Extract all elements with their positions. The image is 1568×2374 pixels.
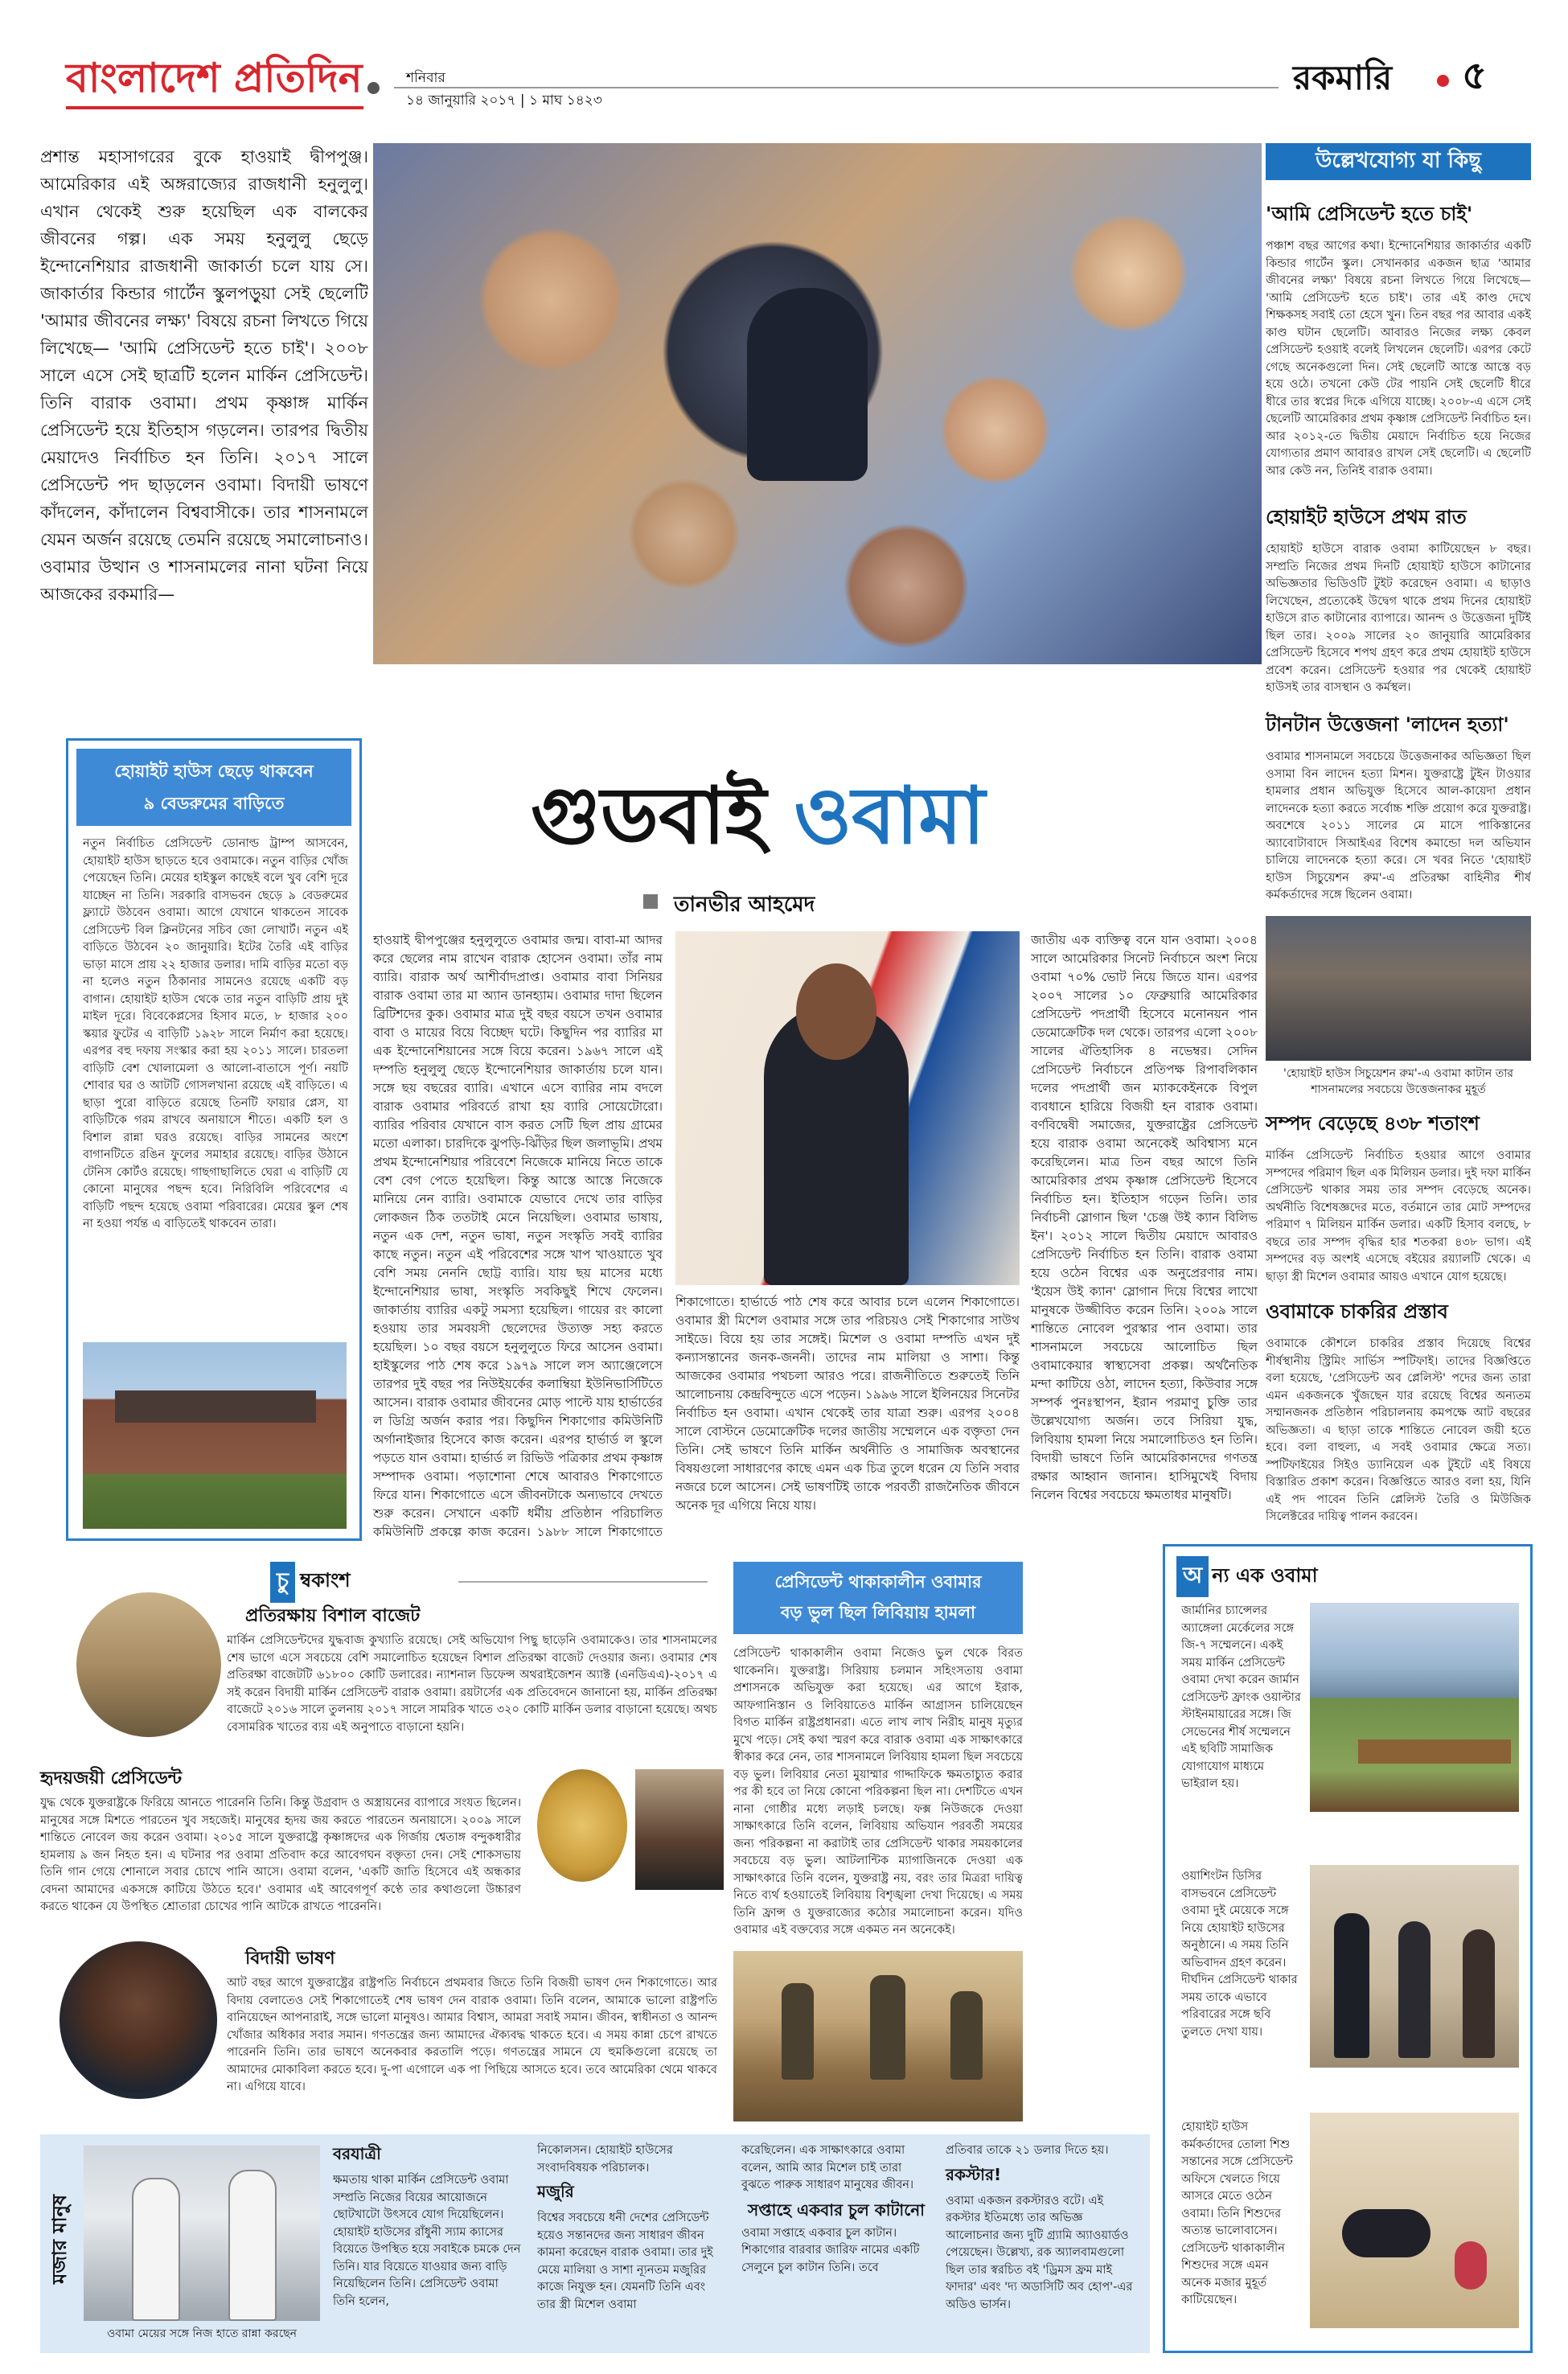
mojar-col1-body: ক্ষমতায় থাকা মার্কিন প্রেসিডেন্ট ওবামা সম্প্রতি নিজের বিয়ের আয়োজনে ছোটখাটো উৎসবে যোগ দিয়েছিলেন। হোয়াইট হাউসের রাঁধুনী স্যাম ক্যাসের বিয়েতে উপস্থিত হয়ে সবাইকে চমকে দেন তিনি। যার বিয়েতে যাওয়ার জন্য বাড়ি নিয়েছিলেন তিনি। প্রেসিডেন্ট ওবামা তিনি হলেন, <box>333 2174 521 2308</box>
masthead <box>0 0 1568 121</box>
mojar-col4b-body: ওবামা একজন রকস্টারও বটে। এই রকস্টার ইতিমধ্যে তার অভিজ্ঞ আলোচনার জন্য দুটি গ্র্যামি অ্যাওয়ার্ডও পেয়েছেন। উল্লেখ্য, রক অ্যালবামগুলো ছিল তার স্বরচিত বই 'ড্রিমস ফ্রম মাই ফাদার' এবং 'দ্য অডাসিটি অব হোপ'-এর অডিও ভার্সন। <box>946 2194 1133 2311</box>
chef-figure-icon <box>132 2178 180 2321</box>
onno-p3: হোয়াইট হাউস কর্মকর্তাদের তোলা শিশু সন্তানের সঙ্গে প্রেসিডেন্ট অফিসে খেলতে গিয়ে আসরে মেতে ওঠেন ওবামা। তিনি শিশুদের অত্যন্ত ভালোবাসেন। প্রেসিডেন্ট থাকাকালীন শিশুদের সঙ্গে এমন অনেক মজার মুহূর্ত কাটিয়েছেন। <box>1181 2121 1293 2306</box>
mojar-col4-head: রকস্টার! <box>946 2164 1002 2184</box>
mojar-col3-head: সপ্তাহে একবার চুল কাটানো <box>748 2199 925 2220</box>
chumbok-body-1: মার্কিন প্রেসিডেন্টদের যুদ্ধবাজ কুখ্যাতি রয়েছে। সেই অভিযোগ পিছু ছাড়েনি ওবামাকেও। তার শাসনামলের শেষ ভাগে এসে সবচেয়ে বেশি সমালোচিত হয়েছেন বিশাল প্রতিরক্ষা বাজেট দেওয়ার জন্য। ওবামার শেষ প্রতিরক্ষা বাজেটটি ৬১৮০০ কোটি ডলারের। ন্যাশনাল ডিফেন্স অথরাইজেশন অ্যাক্ট (এনডিএএ)-২০১৭ এ সই করেন বিদায়ী মার্কিন প্রেসিডেন্ট বারাক ওবামা। রয়টার্সের এক প্রতিবেদনে জানানো হয়, মার্কিন প্রতিরক্ষা বাজেটে ২০১৬ সালে তুলনায় ২০১৭ সালে সামরিক খাতে ৩২০ কোটি মার্কিন ডলার বাড়ানো হয়েছে। অথচ বেসামরিক খাতের ব্যয় এই অনুপাতে বাড়ানো হয়নি। <box>227 1634 717 1734</box>
sidebar-head-2: হোয়াইট হাউসে প্রথম রাত <box>1266 506 1467 528</box>
issue-date: ১৪ জানুয়ারি ২০১৭ | ১ মাঘ ১৪২৩ <box>406 92 602 109</box>
bench-icon <box>1358 1739 1511 1764</box>
nine-bedroom-title <box>76 749 351 826</box>
chumbok-rule <box>458 1581 708 1583</box>
libya-title <box>733 1562 1023 1634</box>
soldier-silhouette-icon-2 <box>870 1975 905 2080</box>
figure-icon-b <box>1398 1921 1430 2058</box>
chumbok-head-2: হৃদয়জয়ী প্রেসিডেন্ট <box>40 1768 183 1789</box>
sidebar-body-2: হোয়াইট হাউসে বারাক ওবামা কাটিয়েছেন ৮ বছর। সম্প্রতি নিজের প্রথম দিনটি হোয়াইট হাউসে কাটানোর অভিজ্ঞতার ভিডিওটি টুইট করেছেন ওবামা। এ ছাড়াও লিখেছেন, প্রত্যেকেই উদ্বেগ থাকে প্রথম দিনের হোয়াইট হাউসে রাত কাটানোর ব্যাপারে। আনন্দ ও উত্তেজনা দুটিই ছিল তার। ২০০৯ সালের ২০ জানুয়ারি আমেরিকার প্রেসিডেন্ট হিসেবে শপথ গ্রহণ করে প্রথম হোয়াইট হাউসে প্রবেশ করেন। প্রেসিডেন্ট হওয়ার পর থেকেই হোয়াইট হাউসই তার বাসস্থান ও কর্মস্থল। <box>1266 543 1531 694</box>
byline-marker-icon <box>643 894 658 909</box>
sidebar-body-4: মার্কিন প্রেসিডেন্ট নির্বাচিত হওয়ার আগে ওবামার সম্পদের পরিমাণ ছিল এক মিলিয়ন ডলার। দুই দফা মার্কিন প্রেসিডেন্ট থাকার সময় তার সম্পদ বেড়েছে অনেক। অর্থনীতি বিশেষজ্ঞদের মতে, বর্তমানে তার মোট সম্পদের পরিমাণ ৭ মিলিয়ন মার্কিন ডলার। একটি হিসাব বলছে, ৮ বছরে তার সম্পদ বৃদ্ধির হার শতকরা ৪৩৮ ভাগ। এই সম্পদের বড় অংশই এসেছে বইয়ের রয়্যালটি থেকে। এ ছাড়া স্ত্রী মিশেল ওবামার আয়ও এখানে যোগ হয়েছে। <box>1266 1149 1531 1284</box>
mojar-box <box>40 2134 1150 2353</box>
paper-logo[interactable]: বাংলাদেশ প্রতিদিন <box>66 54 363 101</box>
section-name: রকমারি <box>1293 58 1393 97</box>
section-dot-icon <box>1437 75 1449 87</box>
obama-figure-icon <box>747 288 868 481</box>
mojar-vertical-title: মজার মানুষ <box>48 2194 71 2284</box>
nobel-medal-photo <box>537 1769 627 1882</box>
headline-part-1: গুডবাই <box>531 770 766 862</box>
nine-bedroom-body: নতুন নির্বাচিত প্রেসিডেন্ট ডোনাল্ড ট্রাম্প আসবেন, হোয়াইট হাউস ছাড়তে হবে ওবামাকে। নতুন বাড়ির খোঁজ পেয়েছেন তিনি। মেয়ের হাইস্কুল কাছেই বলে খুব বেশি দূরে যাচ্ছেন না তিনি। সরকারি বাসভবন ছেড়ে ৯ বেডরুমের ফ্ল্যাটে উঠবেন ওবামা। আগে যেখানে থাকতেন সাবেক প্রেসিডেন্ট বিল ক্লিনটনের সচিব জো লোখার্ট। নতুন এই বাড়িতে উঠবেন ২০ জানুয়ারি। ইটের তৈরি এই বাড়ির ভাড়া মাসে প্রায় ২২ হাজার ডলার। দামি বাড়ির মতো বড় না হলেও নতুন ঠিকানার সামনেও রয়েছে একটি বড় বাগান। হোয়াইট হাউস থেকে তার নতুন বাড়িটি প্রায় দুই মাইল দূরে। বিবেকেপ্লসের হিসাব মতে, ৮ হাজার ২০০ স্কয়ার ফুটের এ বাড়িটি ১৯২৮ সালে নির্মাণ করা হয়েছে। এরপর বহু দফায় সংস্কার করা হয় ২০১১ সালে। চারতলা বাড়িটি বেশ খোলামেলা ও আলো-বাতাসে পূর্ণ। নয়টি শোবার ঘর ও আটটি গোসলখানা রয়েছে এই বাড়িতে। এ ছাড়া পুরো বাড়িতে রয়েছে তিনটি ফায়ার প্লেস, যা বাড়িটিকে গরম রাখবে অনায়াসে শীতে। একটি হল ও বিশাল রান্না ঘরও রয়েছে। বাড়ির সামনের অংশে বাগানটিতে রঙিন ফুলের সমাহার রয়েছে। বাড়ির উঠানে টেনিস কোর্টও রয়েছে। গাছগাছালিতে ঘেরা এ বাড়িটি যে কোনো মানুষের পছন্দ হবে। নিরিবিলি পরিবেশের এ বাড়িটি পছন্দ হয়েছে ওবামা পরিবারের। মেয়ের স্কুল শেষ না হওয়া পর্যন্ত এ বাড়িতেই থাকবেন তারা। <box>83 837 348 1230</box>
onno-title-mark: অ <box>1176 1556 1209 1597</box>
chef-figure-icon-2 <box>228 2170 277 2321</box>
portrait-face-icon <box>796 963 876 1060</box>
kitchen-photo-caption: ওবামা মেয়ের সঙ্গে নিজ হাতে রান্না করছেন <box>106 2327 298 2340</box>
chumbok-body-3: আট বছর আগে যুক্তরাষ্ট্রের রাষ্ট্রপতি নির্বাচনে প্রথমবার জিতে তিনি বিজয়ী ভাষণ দেন শিকাগোতে। আর বিদায় বেলাতেও সেই শিকাগোতেই শেষ ভাষণ দেন বারাক ওবামা। তিনি বলেন, আমাকে ভালো রাষ্ট্রপতি বানিয়েছেন আপনারাই, সঙ্গে ভালো মানুষও। আমার বিশ্বাস, আমরা সবাই সমান। জীবন, স্বাধীনতা ও আনন্দ খোঁজার অধিকার সবার সমান। গণতন্ত্রের জন্য আমাদের ঐক্যবদ্ধ থাকতে হবে। এ সময় কান্না চেপে রাখতে পারেননি তিনি। তার ভাষণে অনেকবার করতালি পড়ে। গণতন্ত্রের সামনে যে হুমকিগুলো রয়েছে তা আমাদের মোকাবিলা করতে হবে। দু-পা এগোলে এক পা পিছিয়ে আসতে হবে। তবে আমেরিকা থেমে থাকবে না। এগিয়ে যাবে। <box>227 1977 717 2093</box>
mojar-col2-body: নিকোলসন। হোয়াইট হাউসের সংবাদবিষয়ক পরিচালক। <box>537 2144 673 2175</box>
nine-bedroom-box <box>66 738 362 1541</box>
mojar-col2-head: মজুরি <box>537 2182 574 2201</box>
headline-part-2: ওবামা <box>794 770 986 862</box>
intro-text: প্রশান্ত মহাসাগরের বুকে হাওয়াই দ্বীপপুঞ্জ। আমেরিকার এই অঙ্গরাজ্যের রাজধানী হনুলুলু। এখান থেকেই শুরু হয়েছিল এক বালকের জীবনের গল্প। এক সময় হনুলুলু ছেড়ে ইন্দোনেশিয়ার রাজধানী জাকার্তা চলে যায় সে। জাকার্তার কিন্ডার গার্টেন স্কুলপড়ুয়া সেই ছেলেটি 'আমার জীবনের লক্ষ্য' বিষয়ে রচনা লিখতে গিয়ে লিখেছে— 'আমি প্রেসিডেন্ট হতে চাই'। ২০০৮ সালে এসে সেই ছাত্রটি হলেন মার্কিন প্রেসিডেন্ট। তিনি বারাক ওবামা। প্রথম কৃষ্ণাঙ্গ মার্কিন প্রেসিডেন্ট হয়ে ইতিহাস গড়লেন। তারপর দ্বিতীয় মেয়াদেও নির্বাচিত হন তিনি। ২০১৭ সালে প্রেসিডেন্ট পদ ছাড়লেন ওবামা। বিদায়ী ভাষণে কাঁদলেন, কাঁদালেন বিশ্ববাসীকে। তার শাসনামলে যেমন অর্জন রয়েছে তেমনি রয়েছে সমালোচনাও। ওবামার উত্থান ও শাসনামলের নানা ঘটনা নিয়ে আজকের রকমারি— <box>40 147 368 604</box>
logo-underline <box>66 106 363 109</box>
libya-title-1: প্রেসিডেন্ট থাকাকালীন ওবামার <box>774 1572 982 1592</box>
sidebar-head-4: সম্পদ বেড়েছে ৪৩৮ শতাংশ <box>1266 1112 1480 1135</box>
mojar-col1-head: বরযাত্রী <box>333 2144 381 2163</box>
article-col-2: শিকাগোতে। হার্ভার্ডে পাঠ শেষ করে আবার চলে এলেন শিকাগোতে। ওবামার স্ত্রী মিশেল ওবামার সঙ্গে তার পরিচয়ও সেই শিকাগোর সাউথ সাইডে। বিয়ে হয় তার সঙ্গেই। মিশেল ও ওবামা দম্পতি এখন দুই কন্যাসন্তানের জনক-জননী। তাদের নাম মালিয়া ও সাশা। কিন্তু আজকের ওবামার পথচলা আরও পরে। রাজনীতিতে শুরুতেই তিনি আলোচনায় কেন্দ্রবিন্দুতে এসে পড়েন। ১৯৯৬ সালে ইলিনয়ের সিনেটর নির্বাচিত হন ওবামা। এখান থেকেই তার যাত্রা শুরু। এরপর ২০০৪ সালে বোস্টনে ডেমোক্রেটিক দলের জাতীয় সম্মেলনে এক বক্তৃতা দেন তিনি। সেই ভাষণে তিনি মার্কিন অর্থনীতি ও সামাজিক অবস্থানের বিষয়গুলো সাধারণের কাছে এমন এক চিত্র তুলে ধরেন যে তিনি সবার নজরে চলে আসেন। সেই ভাষণটিই তাকে পরবর্তী রাজনৈতিক জীবনে অনেক দূর এগিয়ে নিয়ে যায়। <box>675 1295 1020 1513</box>
article-col-3: জাতীয় এক ব্যক্তিত্ব বনে যান ওবামা। ২০০৪ সালে আমেরিকার সিনেট নির্বাচনে অংশ নিয়ে ওবামা ৭০% ভোট নিয়ে জিতে যান। এরপর ২০০৭ সালের ১০ ফেব্রুয়ারি আমেরিকার প্রেসিডেন্ট পদপ্রার্থী হিসেবে মনোনয়ন পান ডেমোক্রেটিক দল থেকে। তারপর এলো ২০০৮ সালের ঐতিহাসিক ৪ নভেম্বর। সেদিন প্রেসিডেন্ট নির্বাচনে প্রতিপক্ষ রিপাবলিকান দলের পদপ্রার্থী জন ম্যাককেইনকে বিপুল ব্যবধানে হারিয়ে বিজয়ী হন বারাক ওবামা। বর্ণবিদ্বেষী সমাজের, যুক্তরাষ্ট্রের প্রেসিডেন্ট হয়ে বারাক ওবামা অনেকেই অবিশ্বাস্য মনে করেছিলেন। মাত্র তিন বছর আগে তিনি আমেরিকার প্রথম কৃষ্ণাঙ্গ প্রেসিডেন্ট হিসেবে নির্বাচিত হন। ইতিহাস গড়েন তিনি। তার নির্বাচনী স্লোগান ছিল 'চেঞ্জ উই ক্যান বিলিভ ইন'। ২০১২ সালে দ্বিতীয় মেয়াদে আবারও প্রেসিডেন্ট নির্বাচিত হন তিনি। বারাক ওবামা হয়ে ওঠেন বিশ্বের এক অনুপ্রেরণার নাম। 'ইয়েস উই ক্যান' স্লোগান দিয়ে বিশ্বের লাখো মানুষকে উজ্জীবিত করেন তিনি। ২০০৯ সালে শান্তিতে নোবেল পুরস্কার পান ওবামা। তার শাসনামলে সবচেয়ে আলোচিত ছিল ওবামাকেয়ার স্বাস্থ্যসেবা প্রকল্প। অর্থনৈতিক মন্দা কাটিয়ে ওঠা, লাদেন হত্যা, কিউবার সঙ্গে সম্পর্ক পুনঃস্থাপন, ইরান পরমাণু চুক্তি তার উল্লেখযোগ্য অর্জন। তবে সিরিয়া যুদ্ধ, লিবিয়ায় হামলা নিয়ে সমালোচিতও হন তিনি। বিদায়ী ভাষণে তিনি আমেরিকানদের গণতন্ত্র রক্ষার আহ্বান জানান। হাসিমুখেই বিদায় নিলেন বিশ্বের সবচেয়ে ক্ষমতাধর মানুষটি। <box>1031 933 1258 1502</box>
sidebar-body-5: ওবামাকে কৌশলে চাকরির প্রস্তাব দিয়েছে বিশ্বের শীর্ষস্থানীয় স্ট্রিমিং সার্ভিস স্পটিফাই। তাদের বিজ্ঞপ্তিতে বলা হয়েছে, 'প্রেসিডেন্ট অব প্লেলিস্ট' পদের জন্য তারা এমন একজনকে খুঁজছেন যার রয়েছে বিশ্বের অন্যতম সম্মানজনক প্রতিষ্ঠান পরিচালনায় কমপক্ষে আট বছরের অভিজ্ঞতা। এ ছাড়া তাকে শান্তিতে নোবেল জয়ী হতে হবে। বলা বাহুল্য, এ সবই ওবামার ক্ষেত্রে সত্য। স্পটিফাইয়ের সিইও ড্যানিয়েল এক টুইটে এই বিষয়ে বিস্তারিত প্রকাশ করেন। বিজ্ঞপ্তিতে আরও বলা হয়, যিনি এই পদ পাবেন তিনি প্লেলিস্ট তৈরি ও মিউজিক সিলেক্টরের দায়িত্ব পালন করবেন। <box>1266 1337 1531 1523</box>
onno-p2: ওয়াশিংটন ডিসির বাসভবনে প্রেসিডেন্ট ওবামা দুই মেয়েকে সঙ্গে নিয়ে হোয়াইট হাউসের অনুষ্ঠানে। এ সময় তিনি অভিবাদন গ্রহণ করেন। দীর্ঘদিন প্রেসিডেন্ট থাকার সময় তাকে এভাবে পরিবারের সঙ্গে ছবি তুলতে দেখা যায়। <box>1181 1870 1298 2039</box>
hero-photo-crowd <box>373 143 1262 664</box>
family-photo <box>1310 1865 1519 2068</box>
onno-obama-box <box>1163 1544 1533 2353</box>
sidebar-head-1: 'আমি প্রেসিডেন্ট হতে চাই' <box>1266 203 1473 225</box>
libya-body: প্রেসিডেন্ট থাকাকালীন ওবামা নিজেও ভুল থেকে বিরত থাকেননি। যুক্তরাষ্ট্র। সিরিয়ায় চলমান সহিংসতায় ওবামা প্রশাসনকে অভিযুক্ত করা হয়েছে। এর আগে ইরাক, আফগানিস্তান ও লিবিয়াতেও মার্কিন আগ্রাসন চালিয়েছেন বিগত মার্কিন রাষ্ট্রপ্রধানরা। এতে লাখ লাখ নিরীহ মানুষ মৃত্যুর মুখে পড়ে। সেই কথা স্মরণ করে বারাক ওবামা এক সাক্ষাৎকারে স্বীকার করে নেন, তার শাসনামলে লিবিয়ায় হামলা ছিল সবচেয়ে বড় ভুল। লিবিয়ার নেতা মুয়াম্মার গাদ্দাফিকে ক্ষমতাচ্যুত করার পর কী হবে তা নিয়ে কোনো পরিকল্পনা ছিল না। দেশটিতে এখন নানা গোষ্ঠীর মধ্যে লড়াই চলছে। ফক্স নিউজকে দেওয়া সাক্ষাৎকারে তিনি বলেন, লিবিয়ায় অভিযান পরবর্তী সময়ের জন্য পরিকল্পনা না করাটাই তার প্রেসিডেন্ট থাকার সময়কালের সবচেয়ে বড় ভুল। আটলান্টিক ম্যাগাজিনকে দেওয়া এক সাক্ষাৎকারে তিনি বলেন, যুক্তরাষ্ট্র নয়, বরং তার মিত্ররা দায়িত্ব নিতে ব্যর্থ হওয়াতেই লিবিয়ায় বিশৃঙ্খলা দেখা দিয়েছে। এ সময় তিনি ফ্রান্স ও যুক্তরাজ্যের কঠোর সমালোচনা করেন। যদিও ওবামার এই বক্তব্যের সঙ্গে একমত নন অনেকেই। <box>733 1647 1023 1937</box>
issue-day: শনিবার <box>406 70 445 86</box>
merkel-obama-photo <box>1310 1603 1519 1812</box>
sidebar-body-1: পঞ্চাশ বছর আগের কথা। ইন্দোনেশিয়ার জাকার্তার একটি কিন্ডার গার্টেন স্কুল। সেখানকার একজন ছাত্র 'আমার জীবনের লক্ষ্য' বিষয়ে রচনা লিখতে গিয়ে লিখেছে— 'আমি প্রেসিডেন্ট হতে চাই'। তার এই কাণ্ড দেখে শিক্ষকসহ সবাই তো হেসে খুন। তিন বছর পর আবার একই কাণ্ড ঘটান ছেলেটি। আবারও নিজের লক্ষ্য কেবল প্রেসিডেন্ট হওয়াই বলেই লিখলেন ছেলেটি। এরপর কেটে গেছে অনেকগুলো দিন। সেই ছেলেটি আস্তে আস্তে বড় হয়ে ওঠে। তখনো কেউ টের পায়নি সেই ছেলেটি ধীরে ধীরে তার স্বপ্নের দিকে এগিয়ে যাচ্ছে। ২০০৮-এ এসে সেই ছেলেটি আমেরিকার প্রথম কৃষ্ণাঙ্গ প্রেসিডেন্ট নির্বাচিত হন। আর ২০১২-তে দ্বিতীয় মেয়াদে নির্বাচিত হয়ে নিজের যোগ্যতার প্রমাণ আবারও রাখল সেই ছেলেটি। এ ছেলেটি আর কেউ নন, তিনিই বারাক ওবামা। <box>1266 240 1531 478</box>
obama-nobel-photo <box>635 1769 724 1890</box>
situation-room-photo <box>1266 916 1531 1061</box>
logo-dot-icon <box>367 82 380 94</box>
chumbok-head-3: বিদায়ী ভাষণ <box>245 1949 335 1969</box>
chumbok-title-rest: ম্বকাংশ <box>300 1569 351 1592</box>
chumbok-title-mark: চু <box>270 1562 295 1603</box>
mojar-col2b-body: বিশ্বের সবচেয়ে ধনী দেশের প্রেসিডেন্ট হয়েও সন্তানদের জন্য সাধারণ জীবন কামনা করেছেন বারাক ওবামা। তার দুই মেয়ে মালিয়া ও সাশা ন্যূনতম মজুরির কাজে নিযুক্ত হন। যেমনটি তিনি এবং তার স্ত্রী মিশেল ওবামা <box>537 2212 713 2311</box>
onno-title-rest: ন্য এক ওবামা <box>1212 1563 1318 1587</box>
situation-room-caption: 'হোয়াইট হাউস সিচুয়েশন রুম'-এ ওবামা কাটান তার শাসনামলের সবচেয়ে উত্তেজনাকর মুহূর্ত <box>1283 1067 1513 1096</box>
byline: তানভীর আহমেদ <box>674 893 815 917</box>
sidebar <box>1266 143 1531 1523</box>
soldiers-photo-1 <box>76 1592 221 1737</box>
new-house-photo <box>83 1342 347 1529</box>
chumbok-head-1: প্রতিরক্ষায় বিশাল বাজেট <box>245 1606 421 1626</box>
crawling-figure-icon <box>1342 2209 1430 2257</box>
chumbok-body-2: যুদ্ধ থেকে যুক্তরাষ্ট্রকে ফিরিয়ে আনতে পারেননি তিনি। কিন্তু উগ্রবাদ ও অস্ত্রায়নের ব্যাপারে সংযত ছিলেন। মানুষের সঙ্গে মিশতে পারতেন খুব সহজেই। মানুষের হৃদয় জয় করতে পারতেন অনায়াসে। ২০০৯ সালে শান্তিতে নোবেল জয় করেন ওবামা। ২০১৫ সালে যুক্তরাষ্ট্রে কৃষ্ণাঙ্গদের এক গির্জায় শ্বেতাঙ্গ বন্দুকধারীর হামলায় ৯ জন নিহত হন। এ ঘটনার পর ওবামা প্রতিবাদ করে আবেগঘন বক্তৃতা দেন। সেই শোকসভায় তিনি গান গেয়ে শোনালে সবার চোখে পানি আসে। ওবামা বলেন, 'একটি জাতি হিসেবে এই অন্ধকার বেদনা আমাদের একসঙ্গে কাটিয়ে উঠতে হবে।' ওবামার এই আবেগপূর্ণ কণ্ঠে তার কথাগুলো উচ্চারণ করতে থাকেন যে উপস্থিত শ্রোতারা চোখের পানি আটকে রাখতে পারেননি। <box>40 1797 521 1913</box>
page-number: ৫ <box>1462 53 1488 98</box>
farewell-photo <box>60 1941 217 2099</box>
sidebar-head-5: ওবামাকে চাকরির প্রস্তাব <box>1266 1300 1448 1323</box>
house-roof-icon <box>115 1390 316 1423</box>
main-headline <box>531 756 1110 885</box>
nine-bedroom-title-1: হোয়াইট হাউস ছেড়ে থাকবেন <box>114 762 314 781</box>
libya-soldiers-photo <box>733 1951 1023 2121</box>
header-rule <box>394 87 1279 88</box>
obama-portrait-photo <box>675 931 1020 1285</box>
nine-bedroom-title-2: ৯ বেডরুমের বাড়িতে <box>143 794 285 813</box>
sidebar-title: উল্লেখযোগ্য যা কিছু <box>1266 143 1531 180</box>
onno-p1: জার্মানির চ্যান্সেলর অ্যাঙ্গেলা মের্কেলের সঙ্গে জি-৭ সম্মেলনে। একই সময় মার্কিন প্রেসিডেন্ট ওবামা দেখা করেন জার্মান প্রেসিডেন্ট ফ্রাংক ওয়াল্টার স্টাইনমায়ারের সঙ্গে। জি সেভেনের শীর্ষ সম্মেলনে এই ছবিটি সামাজিক যোগাযোগ মাধ্যমে ভাইরাল হয়। <box>1181 1604 1301 1790</box>
article-col-1: হাওয়াই দ্বীপপুঞ্জের হনুলুলুতে ওবামার জন্ম। বাবা-মা আদর করে ছেলের নাম রাখেন বারাক হোসেন ওবামা। তাঁর নাম ব্যারি। বারাক অর্থ আশীর্বাদপ্রাপ্ত। ওবামার বাবা সিনিয়র বারাক ওবামা তার মা অ্যান ডানহ্যাম। ওবামার দাদা ছিলেন ব্রিটিশদের কুক। ওবামার মাত্র দুই বছর বয়সে তখন ওবামার বাবা ও মায়ের বিয়ে বিচ্ছেদ ঘটে। কিছুদিন পর ব্যারির মা এক ইন্দোনেশিয়ানের সঙ্গে বিয়ে করেন। ১৯৬৭ সালে এই দম্পতি হনুলুলু ছেড়ে ইন্দোনেশিয়ার জাকার্তায় চলে যান। সঙ্গে ছয় বছরের ব্যারি। এখানে এসে ব্যারির নাম বদলে বারাক ওবামার পরিবর্তে রাখা হয় ব্যারি সোয়েটোরো। ব্যারির পরিবার যেখানে বাস করত সেটি ছিল প্রায় গ্রামের মতো এলাকা। চারদিকে ঝুপড়ি-ঝিঁড়ির ছিল জলাভূমি। প্রথম প্রথম ইন্দোনেশিয়ার পরিবেশে নিজেকে মানিয়ে নিতে তাকে বেশ বেগ পেতে হয়েছিল। কিন্তু আস্তে আস্তে নিজেকে মানিয়ে নেন ব্যারি। ওবামাকে যেভাবে দেখে তার বাড়ির লোকজন ঠিক ততটাই মেনে নিয়েছিল। ওবামার ভাষায়, নতুন এক দেশ, নতুন ভাষা, নতুন সংস্কৃতি সবই ব্যারির কাছে নতুন। নতুন এই পরিবেশের সঙ্গে খাপ খাওয়াতে খুব বেশি সময় নেননি ছোট্ট ব্যারি। যায় ছয় মাসের মধ্যে ইন্দোনেশিয়ার ভাষা, সংস্কৃতি সবকিছুই শিখে ফেলেন। জাকার্তায় ব্যারির একটু সমস্যা হয়েছিল। গায়ের রং কালো হওয়ায় তার সমবয়সী ছেলেদের উত্যক্ত সহ্য করতে হয়েছিল। ১০ বছর বয়সে হনুলুলুতে ফিরে আসেন ওবামা। হাইস্কুলের পাঠ শেষ করে ১৯৭৯ সালে লস অ্যাঞ্জেলেসে তারপর দুই বছর পর নিউইয়র্কের কলাম্বিয়া ইউনিভার্সিটিতে আসেন। বারাক ওবামার জীবনের মোড় পাল্টে যায় হার্ভার্ডের ল ডিগ্রি অর্জন করার পর। কিছুদিন শিকাগোর কমিউনিটি অর্গানাইজার হিসেবে কাজ করেন। এরপর হার্ভার্ড ল স্কুলে পড়তে যান ওবামা। হার্ভার্ড ল রিভিউ পত্রিকার প্রথম কৃষ্ণাঙ্গ সম্পাদক ওবামা। পড়াশোনা শেষে আবারও শিকাগোতে ফিরে যান। শিকাগোতে এসে জীবনটাকে অন্যভাবে দেখতে শুরু করেন। সেখানে একটি ধর্মীয় প্রতিষ্ঠান পরিচালিত কমিউনিটি প্রকল্পে কাজ করেন। ১৯৮৮ সালে শিকাগোতে <box>373 933 663 1539</box>
mojar-col4-body: প্রতিবার তাকে ২১ ডলার দিতে হয়। <box>946 2144 1109 2157</box>
figure-icon-a <box>1334 1913 1369 2058</box>
mojar-col3-body: করেছিলেন। এক সাক্ষাৎকারে ওবামা বলেন, আমি আর মিশেল চাই তারা বুঝতে পারুক সাধারণ মানুষের জীবন। <box>741 2144 914 2191</box>
oval-office-baby-photo <box>1310 2113 1519 2328</box>
soldier-silhouette-icon-3 <box>950 1991 983 2080</box>
sidebar-head-3: টানটান উত্তেজনা 'লাদেন হত্যা' <box>1266 713 1509 736</box>
soldier-silhouette-icon <box>782 1983 814 2080</box>
onno-title <box>1176 1556 1318 1597</box>
mojar-col3b-body: ওবামা সপ্তাহে একবার চুল কাটান। শিকাগোর বারবার জারিফ নামের একটি সেলুনে চুল কাটান তিনি। তবে <box>741 2226 920 2274</box>
kitchen-photo <box>84 2146 320 2321</box>
baby-icon <box>1455 2241 1487 2290</box>
sidebar-body-3: ওবামার শাসনামলে সবচেয়ে উত্তেজনাকর অভিজ্ঞতা ছিল ওসামা বিন লাদেন হত্যা মিশন। যুক্তরাষ্ট্রে টুইন টাওয়ার হামলার প্রধান অভিযুক্ত হিসেবে আল-কায়েদা প্রধান লাদেনকে হত্যা করতে সর্বোচ্চ শক্তি প্রয়োগ করে যুক্তরাষ্ট্র। অবশেষে ২০১১ সালের মে মাসে পাকিস্তানের অ্যাবোটাবাদে সিআইএর বিশেষ কমান্ডো দল অভিযান চালিয়ে লাদেনকে হত্যা করে। সে খবর নিতে 'হোয়াইট হাউস সিচুয়েশন রুম'-এ প্রতিরক্ষা বাহিনীর শীর্ষ কর্মকর্তাদের সঙ্গে ছিলেন ওবামা। <box>1266 750 1531 902</box>
libya-title-2: বড় ভুল ছিল লিবিয়ায় হামলা <box>780 1603 976 1622</box>
figure-icon-c <box>1463 1929 1495 2058</box>
chumbok-title <box>270 1563 351 1600</box>
